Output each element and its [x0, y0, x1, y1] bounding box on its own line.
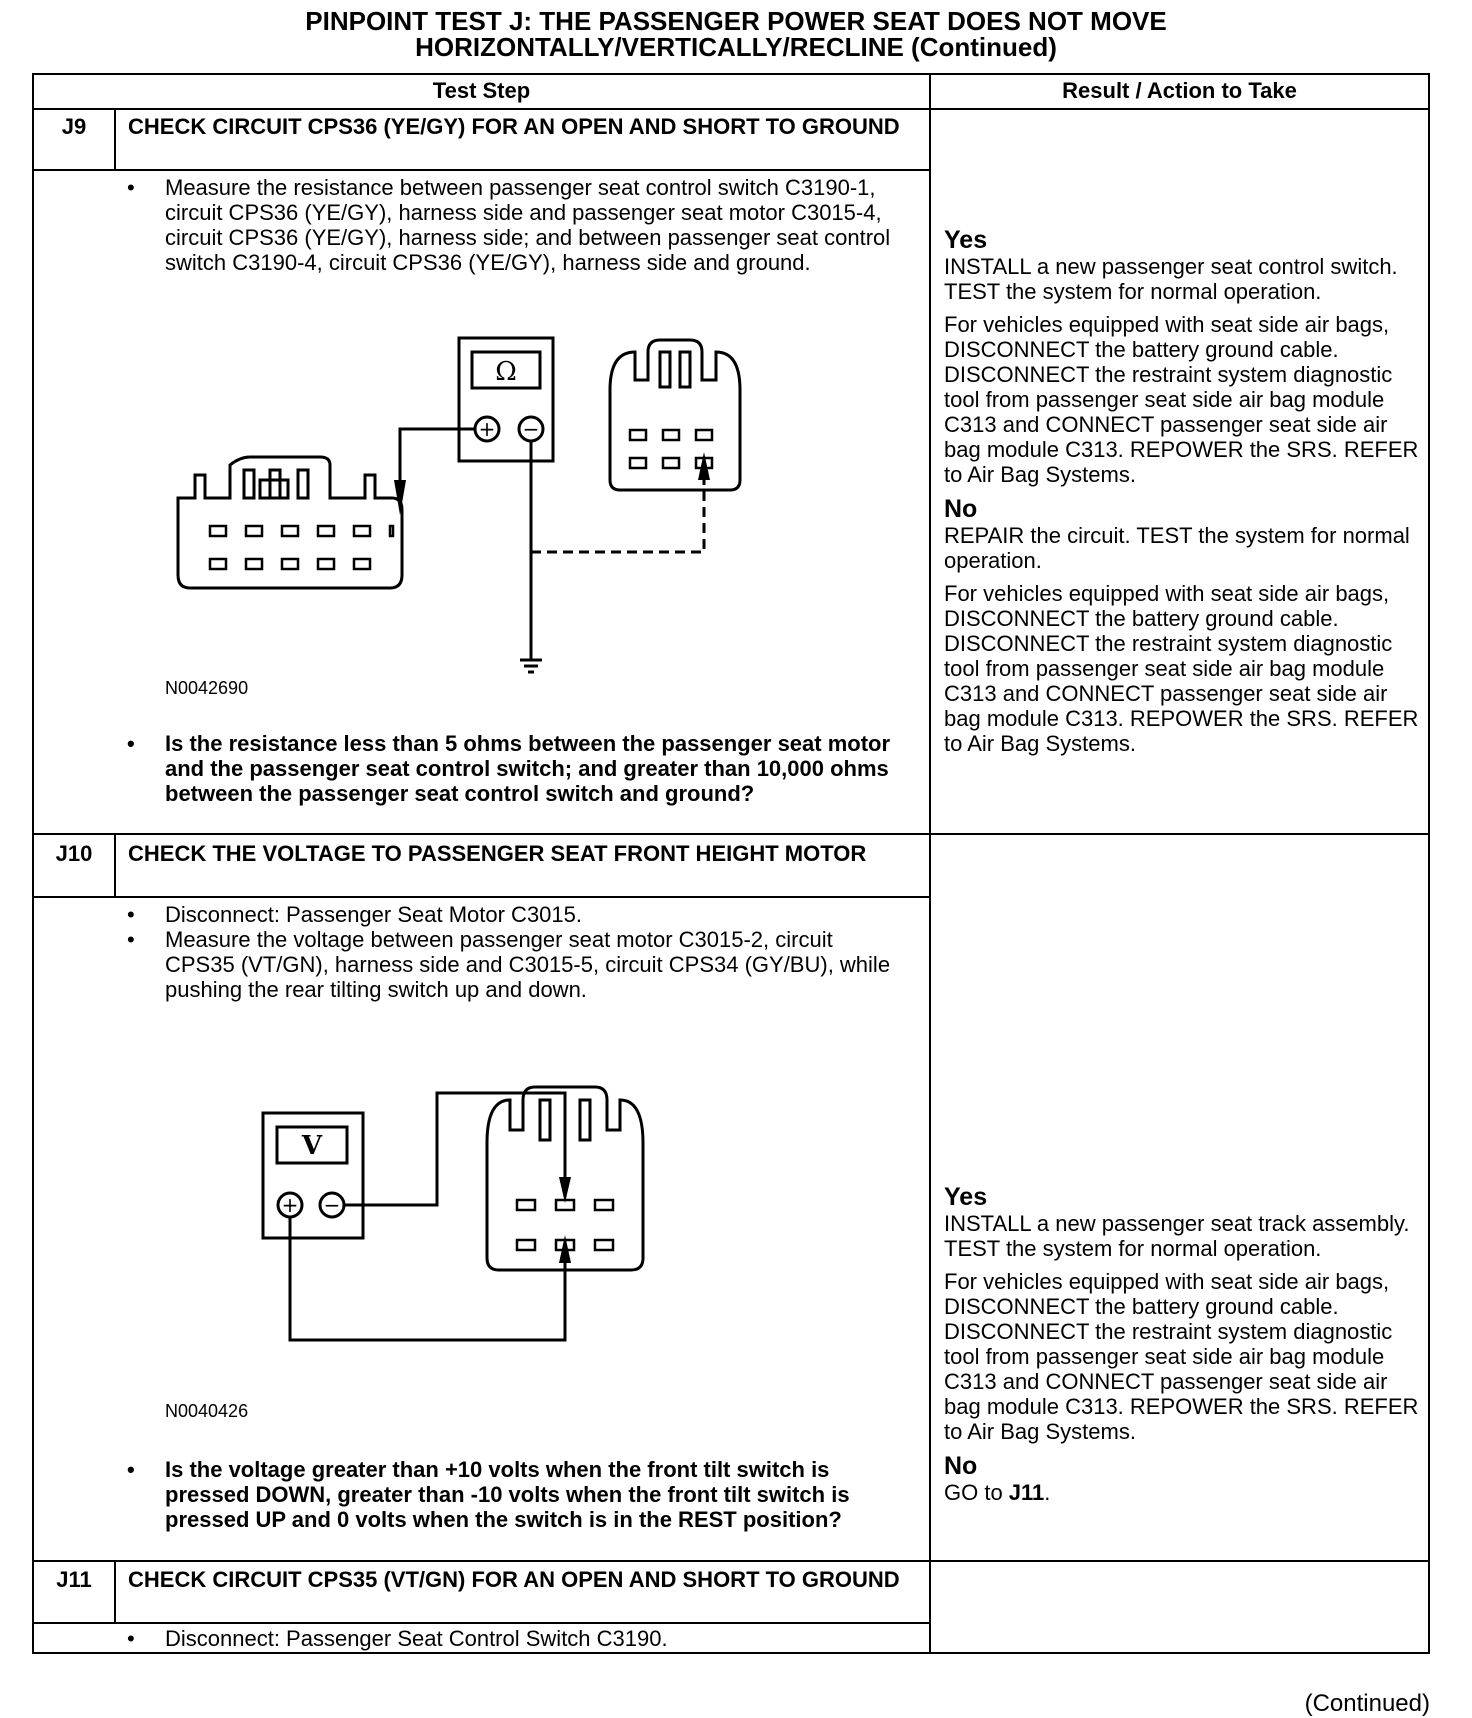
step-title-j9: CHECK CIRCUIT CPS36 (YE/GY) FOR AN OPEN AND SHORT TO GROUND — [128, 114, 900, 139]
question: • Is the voltage greater than +10 volts when the front tilt switch is pressed DOWN, greater than -10 volts when the front tilt switch is pressed UP and 0 volts when the switch is in the REST position? — [127, 1457, 907, 1532]
step-title-j11: CHECK CIRCUIT CPS35 (VT/GN) FOR AN OPEN AND SHORT TO GROUND — [128, 1567, 900, 1592]
continued-label: (Continued) — [1304, 1690, 1430, 1717]
yes-text: INSTALL a new passenger seat track assembly. TEST the system for normal operation. — [944, 1211, 1410, 1261]
bullet: • Measure the voltage between passenger seat motor C3015-2, circuit CPS35 (VT/GN), harness side and C3015-5, circuit CPS34 (GY/BU), while pushing the rear tilting switch up and down. — [127, 927, 897, 1002]
page-title — [0, 8, 1472, 60]
step-question-j9 — [127, 731, 907, 806]
result-j10 — [944, 1183, 1420, 1505]
step-bullets-j11 — [127, 1626, 897, 1651]
j9-ohmmeter-diagram — [170, 330, 890, 690]
no-note: For vehicles equipped with seat side air bags, DISCONNECT the battery ground cable. DISCONNECT the restraint system diagnostic tool from passenger seat side air bag module C313 and CONNECT passenger seat side air bag module C313. REPOWER the SRS. REFER to Air Bag Systems. — [944, 581, 1419, 756]
yes-note: For vehicles equipped with seat side air bags, DISCONNECT the battery ground cable. DISCONNECT the restraint system diagnostic tool from passenger seat side air bag module C313 and CONNECT passenger seat side air bag module C313. REPOWER the SRS. REFER to Air Bag Systems. — [944, 1269, 1419, 1444]
link-j11: J11 — [1008, 1480, 1045, 1505]
minus-terminal: − — [323, 1193, 341, 1217]
ground-icon — [520, 660, 542, 672]
yes-label: Yes — [944, 226, 988, 254]
j10-voltmeter-diagram — [255, 1075, 675, 1355]
step-id-j10: J10 — [55, 841, 93, 866]
figure-id-j9: N0042690 — [165, 678, 249, 698]
no-label: No — [944, 1452, 978, 1480]
plus-terminal: + — [478, 417, 496, 441]
figure-id-j10: N0040426 — [165, 1401, 249, 1421]
motor-connector-c3015-icon — [610, 340, 740, 490]
yes-label: Yes — [944, 1183, 988, 1211]
no-text: REPAIR the circuit. TEST the system for normal operation. — [944, 523, 1410, 573]
probe-tip-icon — [698, 452, 710, 480]
step-bullets-j9 — [127, 175, 897, 275]
no-label: No — [944, 495, 978, 523]
meter-symbol: V — [301, 1131, 323, 1161]
step-title-j10: CHECK THE VOLTAGE TO PASSENGER SEAT FRONT HEIGHT MOTOR — [128, 841, 867, 866]
yes-note: For vehicles equipped with seat side air bags, DISCONNECT the battery ground cable. DISCONNECT the restraint system diagnostic tool from passenger seat side air bag module C313 and CONNECT passenger seat side air bag module C313. REPOWER the SRS. REFER to Air Bag Systems. — [944, 312, 1419, 487]
result-j9 — [944, 226, 1420, 756]
step-id-j9: J9 — [61, 114, 87, 139]
bullet: • Disconnect: Passenger Seat Control Switch C3190. — [127, 1626, 897, 1651]
step-bullets-j10 — [127, 902, 897, 1002]
step-id-j11: J11 — [56, 1567, 92, 1592]
bullet: • Measure the resistance between passenger seat control switch C3190-1, circuit CPS36 (YE/GY), harness side and passenger seat motor C3015-4, circuit CPS36 (YE/GY), harness side; and between passenger seat control switch C3190-4, circuit CPS36 (YE/GY), harness side and ground. — [127, 175, 897, 275]
yes-text: INSTALL a new passenger seat control switch. TEST the system for normal operation. — [944, 254, 1398, 304]
bullet: • Disconnect: Passenger Seat Motor C3015. — [127, 902, 897, 927]
header-result: Result / Action to Take — [1062, 78, 1297, 103]
header-test-step: Test Step — [432, 78, 531, 103]
title-line-1: PINPOINT TEST J: THE PASSENGER POWER SEAT DOES NOT MOVE — [305, 6, 1167, 36]
title-line-2: HORIZONTALLY/VERTICALLY/RECLINE (Continued) — [415, 32, 1057, 62]
minus-terminal: − — [522, 417, 540, 441]
no-text: GO to J11. — [944, 1480, 1051, 1505]
meter-symbol: Ω — [495, 357, 517, 387]
plus-terminal: + — [281, 1193, 299, 1217]
step-question-j10 — [127, 1457, 907, 1532]
question: • Is the resistance less than 5 ohms between the passenger seat motor and the passenger seat control switch; and greater than 10,000 ohms between the passenger seat control switch and ground? — [127, 731, 907, 806]
switch-connector-c3190-icon — [178, 457, 402, 588]
